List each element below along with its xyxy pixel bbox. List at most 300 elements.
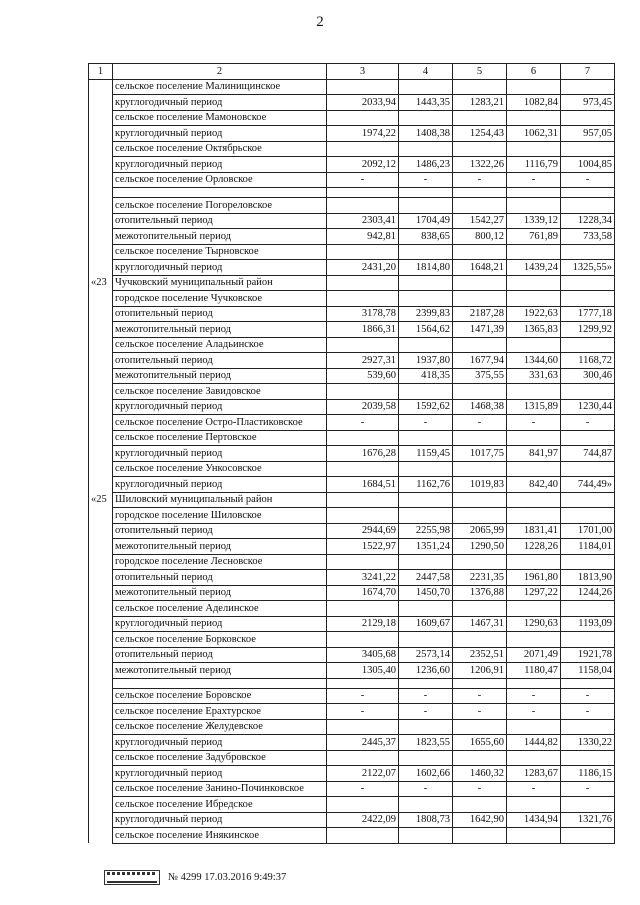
row-label-cell: круглогодичный период	[113, 126, 327, 142]
value-cell: 1193,09	[561, 616, 615, 632]
row-number-cell	[89, 688, 113, 704]
row-number-cell	[89, 141, 113, 157]
value-cell: 1823,55	[399, 735, 453, 751]
value-cell	[507, 244, 561, 260]
value-cell	[507, 198, 561, 214]
row-number-cell	[89, 244, 113, 260]
value-cell: -	[507, 781, 561, 797]
value-cell	[453, 430, 507, 446]
row-number-cell	[89, 172, 113, 188]
table-row	[89, 275, 615, 291]
value-cell: -	[399, 172, 453, 188]
value-cell	[453, 79, 507, 95]
row-number-cell	[89, 126, 113, 142]
value-cell	[399, 384, 453, 400]
value-cell: 2944,69	[327, 523, 399, 539]
value-cell: 1961,80	[507, 570, 561, 586]
value-cell	[561, 601, 615, 617]
row-label-cell: сельское поселение Борковское	[113, 632, 327, 648]
row-label-cell: круглогодичный период	[113, 157, 327, 173]
value-cell	[399, 828, 453, 844]
value-cell	[453, 601, 507, 617]
value-cell	[507, 508, 561, 524]
row-number-cell	[89, 353, 113, 369]
value-cell: 1351,24	[399, 539, 453, 555]
value-cell: 1321,76	[561, 812, 615, 828]
value-cell: 1004,85	[561, 157, 615, 173]
row-label-cell: сельское поселение Погореловское	[113, 198, 327, 214]
row-number-cell	[89, 719, 113, 735]
value-cell: -	[327, 172, 399, 188]
row-number-cell	[89, 647, 113, 663]
row-number-cell	[89, 110, 113, 126]
value-cell: 1228,34	[561, 213, 615, 229]
table-row	[89, 95, 615, 111]
value-cell	[399, 632, 453, 648]
row-number-cell	[89, 446, 113, 462]
value-cell	[453, 719, 507, 735]
table-row	[89, 157, 615, 173]
table-row	[89, 735, 615, 751]
value-cell: -	[399, 415, 453, 431]
row-number-cell	[89, 322, 113, 338]
value-cell	[327, 141, 399, 157]
value-cell: 1305,40	[327, 663, 399, 679]
row-number-cell	[89, 399, 113, 415]
value-cell	[327, 828, 399, 844]
table-row	[89, 353, 615, 369]
row-label-cell: Шиловский муниципальный район	[113, 492, 327, 508]
value-cell	[453, 337, 507, 353]
row-label-cell: сельское поселение Задубровское	[113, 750, 327, 766]
value-cell: 1450,70	[399, 585, 453, 601]
row-label-cell: сельское поселение Аладьинское	[113, 337, 327, 353]
value-cell: 1704,49	[399, 213, 453, 229]
value-cell	[561, 719, 615, 735]
table-row	[89, 632, 615, 648]
table-row	[89, 461, 615, 477]
row-label-cell: круглогодичный период	[113, 477, 327, 493]
row-number-cell	[89, 616, 113, 632]
row-label-cell: межотопительный период	[113, 585, 327, 601]
column-number: 5	[453, 64, 507, 80]
table-row	[89, 415, 615, 431]
value-cell: 1325,55»	[561, 260, 615, 276]
row-label-cell: межотопительный период	[113, 229, 327, 245]
column-number: 1	[89, 64, 113, 80]
value-cell: 2255,98	[399, 523, 453, 539]
value-cell	[561, 554, 615, 570]
row-label-cell: межотопительный период	[113, 322, 327, 338]
table-row	[89, 766, 615, 782]
value-cell	[453, 188, 507, 198]
row-number-cell	[89, 828, 113, 844]
value-cell: 1180,47	[507, 663, 561, 679]
row-label-cell: сельское поселение Тырновское	[113, 244, 327, 260]
row-number-cell	[89, 157, 113, 173]
value-cell: 1866,31	[327, 322, 399, 338]
value-cell	[507, 110, 561, 126]
value-cell: 1921,78	[561, 647, 615, 663]
value-cell: 838,65	[399, 229, 453, 245]
value-cell	[561, 508, 615, 524]
value-cell	[507, 719, 561, 735]
row-label-cell: сельское поселение Боровское	[113, 688, 327, 704]
value-cell	[507, 750, 561, 766]
value-cell	[561, 188, 615, 198]
table-row	[89, 492, 615, 508]
value-cell	[327, 492, 399, 508]
value-cell: -	[327, 415, 399, 431]
value-cell: 1254,43	[453, 126, 507, 142]
row-label-cell: отопительный период	[113, 647, 327, 663]
row-label-cell: круглогодичный период	[113, 812, 327, 828]
value-cell: 1684,51	[327, 477, 399, 493]
value-cell	[327, 275, 399, 291]
row-number-cell	[89, 632, 113, 648]
row-number-cell	[89, 554, 113, 570]
seal-stamp-icon	[104, 870, 160, 885]
table-row	[89, 781, 615, 797]
row-label-cell: отопительный период	[113, 570, 327, 586]
value-cell	[507, 291, 561, 307]
spacer-row	[89, 188, 615, 198]
row-number-cell	[89, 260, 113, 276]
value-cell: 842,40	[507, 477, 561, 493]
value-cell: 1162,76	[399, 477, 453, 493]
value-cell: -	[507, 172, 561, 188]
value-cell: 1062,31	[507, 126, 561, 142]
value-cell: -	[327, 704, 399, 720]
value-cell: 1330,22	[561, 735, 615, 751]
table-row	[89, 322, 615, 338]
column-number: 7	[561, 64, 615, 80]
tariff-table	[88, 63, 615, 844]
value-cell: 1655,60	[453, 735, 507, 751]
value-cell	[327, 508, 399, 524]
value-cell: 539,60	[327, 368, 399, 384]
value-cell	[453, 110, 507, 126]
row-label-cell: сельское поселение Малинищинское	[113, 79, 327, 95]
value-cell: 1236,60	[399, 663, 453, 679]
value-cell	[507, 275, 561, 291]
table-row	[89, 647, 615, 663]
table-row	[89, 172, 615, 188]
value-cell	[327, 797, 399, 813]
value-cell	[327, 79, 399, 95]
row-label-cell: сельское поселение Октябрьское	[113, 141, 327, 157]
value-cell: 1542,27	[453, 213, 507, 229]
value-cell: 1299,92	[561, 322, 615, 338]
row-label-cell: круглогодичный период	[113, 95, 327, 111]
table-row	[89, 260, 615, 276]
row-number-cell	[89, 384, 113, 400]
value-cell: 957,05	[561, 126, 615, 142]
table-row	[89, 430, 615, 446]
value-cell	[399, 508, 453, 524]
value-cell: 1017,75	[453, 446, 507, 462]
value-cell: 2422,09	[327, 812, 399, 828]
value-cell	[453, 632, 507, 648]
row-number-cell	[89, 430, 113, 446]
row-label-cell: сельское поселение Пертовское	[113, 430, 327, 446]
value-cell	[507, 632, 561, 648]
row-label-cell: круглогодичный период	[113, 446, 327, 462]
value-cell: 1434,94	[507, 812, 561, 828]
row-number-cell	[89, 213, 113, 229]
value-cell	[327, 678, 399, 688]
row-label-cell: межотопительный период	[113, 663, 327, 679]
value-cell: 1290,50	[453, 539, 507, 555]
value-cell	[507, 337, 561, 353]
value-cell: 733,58	[561, 229, 615, 245]
value-cell	[399, 750, 453, 766]
row-label-cell: Чучковский муниципальный район	[113, 275, 327, 291]
value-cell	[327, 188, 399, 198]
value-cell: 2187,28	[453, 306, 507, 322]
value-cell	[399, 554, 453, 570]
table-row	[89, 229, 615, 245]
value-cell	[561, 110, 615, 126]
table-row	[89, 384, 615, 400]
row-number-cell	[89, 766, 113, 782]
value-cell: 2039,58	[327, 399, 399, 415]
value-cell	[507, 678, 561, 688]
value-cell	[507, 828, 561, 844]
value-cell: 1443,35	[399, 95, 453, 111]
value-cell	[561, 337, 615, 353]
value-cell: 1808,73	[399, 812, 453, 828]
row-label-cell: отопительный период	[113, 306, 327, 322]
value-cell: 2122,07	[327, 766, 399, 782]
value-cell: 1814,80	[399, 260, 453, 276]
value-cell: 2303,41	[327, 213, 399, 229]
table-row	[89, 663, 615, 679]
value-cell	[453, 492, 507, 508]
row-number-cell: «25	[89, 492, 113, 508]
value-cell: 2399,83	[399, 306, 453, 322]
value-cell: -	[399, 688, 453, 704]
table-row	[89, 523, 615, 539]
value-cell	[507, 79, 561, 95]
row-label-cell: сельское поселение Орловское	[113, 172, 327, 188]
table-row	[89, 110, 615, 126]
row-label-cell: отопительный период	[113, 523, 327, 539]
value-cell: 1592,62	[399, 399, 453, 415]
value-cell: 2231,35	[453, 570, 507, 586]
value-cell	[561, 430, 615, 446]
value-cell: 2065,99	[453, 523, 507, 539]
row-label-cell: сельское поселение Аделинское	[113, 601, 327, 617]
value-cell	[399, 188, 453, 198]
value-cell: -	[327, 781, 399, 797]
value-cell: -	[561, 781, 615, 797]
page-number: 2	[316, 14, 324, 30]
value-cell: 1777,18	[561, 306, 615, 322]
row-label-cell: круглогодичный период	[113, 735, 327, 751]
row-number-cell	[89, 198, 113, 214]
value-cell: 1564,62	[399, 322, 453, 338]
value-cell	[327, 337, 399, 353]
value-cell	[507, 797, 561, 813]
value-cell: 973,45	[561, 95, 615, 111]
row-number-cell	[89, 337, 113, 353]
table-row	[89, 198, 615, 214]
value-cell: 2431,20	[327, 260, 399, 276]
value-cell: 1158,04	[561, 663, 615, 679]
value-cell: 1159,45	[399, 446, 453, 462]
value-cell: 744,87	[561, 446, 615, 462]
table-row	[89, 704, 615, 720]
value-cell: 1344,60	[507, 353, 561, 369]
column-number-row	[89, 64, 615, 80]
value-cell: 2927,31	[327, 353, 399, 369]
row-number-cell	[89, 95, 113, 111]
value-cell: 1408,38	[399, 126, 453, 142]
value-cell	[327, 384, 399, 400]
value-cell	[399, 244, 453, 260]
value-cell	[453, 244, 507, 260]
value-cell	[561, 678, 615, 688]
value-cell: 1602,66	[399, 766, 453, 782]
row-label-cell: сельское поселение Завидовское	[113, 384, 327, 400]
value-cell	[399, 79, 453, 95]
value-cell: 761,89	[507, 229, 561, 245]
value-cell: -	[453, 781, 507, 797]
value-cell: 3241,22	[327, 570, 399, 586]
value-cell	[453, 508, 507, 524]
value-cell: -	[327, 688, 399, 704]
value-cell: 1471,39	[453, 322, 507, 338]
row-number-cell	[89, 735, 113, 751]
value-cell	[327, 461, 399, 477]
value-cell: 1376,88	[453, 585, 507, 601]
value-cell: -	[561, 415, 615, 431]
value-cell: 1439,24	[507, 260, 561, 276]
value-cell	[327, 719, 399, 735]
value-cell: 3178,78	[327, 306, 399, 322]
value-cell: 2071,49	[507, 647, 561, 663]
value-cell: 3405,68	[327, 647, 399, 663]
row-label-cell: сельское поселение Занино-Починковское	[113, 781, 327, 797]
row-number-cell	[89, 781, 113, 797]
value-cell	[453, 797, 507, 813]
value-cell: -	[561, 172, 615, 188]
value-cell: 1609,67	[399, 616, 453, 632]
value-cell: 1116,79	[507, 157, 561, 173]
value-cell: -	[453, 688, 507, 704]
value-cell: -	[453, 415, 507, 431]
row-number-cell	[89, 368, 113, 384]
table-row	[89, 585, 615, 601]
value-cell: 1460,32	[453, 766, 507, 782]
value-cell	[327, 291, 399, 307]
value-cell	[561, 275, 615, 291]
value-cell: 1642,90	[453, 812, 507, 828]
value-cell	[561, 291, 615, 307]
row-number-cell	[89, 415, 113, 431]
value-cell	[507, 141, 561, 157]
table-row	[89, 79, 615, 95]
value-cell	[561, 244, 615, 260]
value-cell: -	[507, 415, 561, 431]
footer-text: № 4299 17.03.2016 9:49:37	[168, 872, 287, 883]
value-cell: 1522,97	[327, 539, 399, 555]
table-row	[89, 141, 615, 157]
value-cell	[399, 461, 453, 477]
value-cell: 1315,89	[507, 399, 561, 415]
value-cell: 1206,91	[453, 663, 507, 679]
table-row	[89, 291, 615, 307]
value-cell	[561, 141, 615, 157]
value-cell	[507, 461, 561, 477]
table-row	[89, 688, 615, 704]
row-number-cell	[89, 678, 113, 688]
value-cell: 1674,70	[327, 585, 399, 601]
value-cell	[399, 678, 453, 688]
row-label-cell: межотопительный период	[113, 368, 327, 384]
value-cell: -	[453, 704, 507, 720]
row-number-cell	[89, 539, 113, 555]
value-cell: 1339,12	[507, 213, 561, 229]
table-row	[89, 337, 615, 353]
value-cell: 1228,26	[507, 539, 561, 555]
table-row	[89, 616, 615, 632]
table-row	[89, 570, 615, 586]
value-cell: 1365,83	[507, 322, 561, 338]
value-cell: 1297,22	[507, 585, 561, 601]
value-cell	[327, 601, 399, 617]
row-number-cell	[89, 797, 113, 813]
value-cell: 1701,00	[561, 523, 615, 539]
row-label-cell: сельское поселение Ункосовское	[113, 461, 327, 477]
row-label-cell: сельское поселение Ибредское	[113, 797, 327, 813]
value-cell	[561, 492, 615, 508]
row-label-cell: сельское поселение Мамоновское	[113, 110, 327, 126]
value-cell: 2092,12	[327, 157, 399, 173]
value-cell: 2352,51	[453, 647, 507, 663]
value-cell	[561, 198, 615, 214]
value-cell	[453, 554, 507, 570]
value-cell: 1468,38	[453, 399, 507, 415]
value-cell	[327, 244, 399, 260]
value-cell	[453, 291, 507, 307]
row-label-cell: сельское поселение Ерахтурское	[113, 704, 327, 720]
value-cell: -	[507, 704, 561, 720]
value-cell	[327, 430, 399, 446]
value-cell: 1677,94	[453, 353, 507, 369]
value-cell	[399, 337, 453, 353]
table-row	[89, 368, 615, 384]
value-cell: 1019,83	[453, 477, 507, 493]
value-cell	[327, 750, 399, 766]
row-label-cell: круглогодичный период	[113, 399, 327, 415]
value-cell	[507, 188, 561, 198]
row-label-cell	[113, 678, 327, 688]
value-cell	[399, 797, 453, 813]
value-cell	[507, 554, 561, 570]
value-cell	[561, 797, 615, 813]
value-cell	[453, 141, 507, 157]
value-cell	[399, 492, 453, 508]
table-row	[89, 306, 615, 322]
value-cell: 2129,18	[327, 616, 399, 632]
row-number-cell	[89, 291, 113, 307]
value-cell	[453, 198, 507, 214]
value-cell	[507, 384, 561, 400]
row-label-cell: сельское поселение Желудевское	[113, 719, 327, 735]
value-cell: -	[399, 781, 453, 797]
